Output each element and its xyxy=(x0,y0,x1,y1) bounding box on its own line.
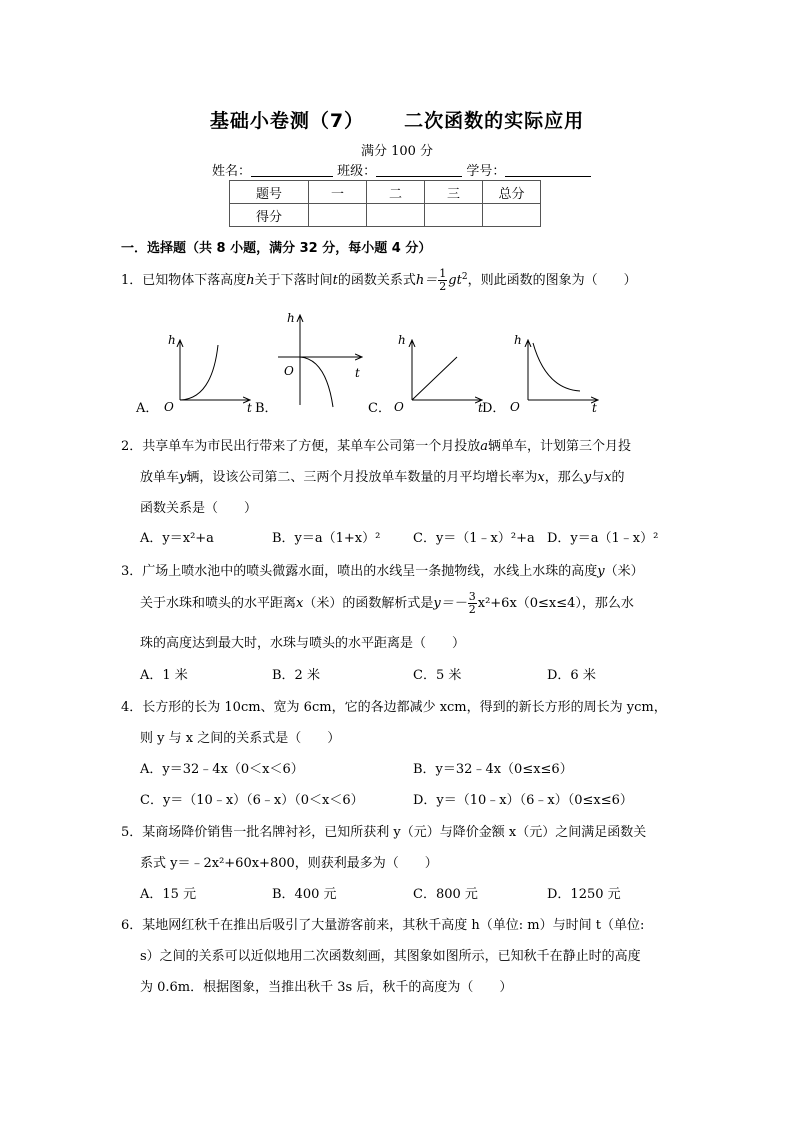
graph-b[interactable] xyxy=(255,311,362,416)
name-label: 姓名： xyxy=(212,164,252,179)
frac-denominator: 2 xyxy=(468,603,476,616)
q3-var-x: x xyxy=(296,596,304,611)
q1-eq-rhs: gt xyxy=(448,273,462,288)
class-label: 班级： xyxy=(337,164,377,179)
q3-option-b[interactable]: B．2 米 xyxy=(272,668,320,683)
score-cell[interactable] xyxy=(425,204,483,227)
q2-text: 辆单车，计划第三个月投 xyxy=(488,439,632,454)
score-header-cell: 二 xyxy=(367,181,425,204)
q1-graphs xyxy=(130,305,630,420)
q3-text: （米）的函数解析式是 xyxy=(303,596,434,611)
q5-option-b[interactable]: B．400 元 xyxy=(272,887,337,902)
graph-d-origin: O xyxy=(510,400,520,414)
page-title xyxy=(0,106,794,133)
graph-d-axis-t: t xyxy=(592,401,597,415)
title-part2: 二次函数的实际应用 xyxy=(404,110,585,132)
frac-denominator: 2 xyxy=(439,280,447,293)
frac-numerator: 1 xyxy=(439,267,447,280)
q2-var-y: y xyxy=(583,470,592,485)
question-3-line-1 xyxy=(121,560,644,579)
q1-eq-lhs: h＝ xyxy=(415,273,438,288)
option-d-label: D． xyxy=(482,401,506,416)
full-score: 满分 100 分 xyxy=(360,144,434,159)
q4-option-a[interactable]: A．y＝32﹣4x（0＜x＜6） xyxy=(140,762,304,777)
option-b-label: B． xyxy=(255,401,278,416)
q4-option-d[interactable]: D．y＝（10﹣x）（6﹣x）（0≤x≤6） xyxy=(413,793,633,808)
graph-d-axis-h: h xyxy=(514,333,522,347)
q3-text: 关于水珠和喷头的水平距离 xyxy=(140,596,297,611)
q2-option-d[interactable]: D．y＝a（1﹣x）² xyxy=(547,531,659,546)
option-c-label: C． xyxy=(368,401,391,416)
question-2-line-2 xyxy=(140,466,624,485)
q1-text: 关于下落时间 xyxy=(254,273,333,288)
q3-option-d[interactable]: D．6 米 xyxy=(547,668,596,683)
graph-c-axis-h: h xyxy=(398,333,406,347)
q3-option-c[interactable]: C．5 米 xyxy=(413,668,462,683)
option-a-label: A． xyxy=(136,401,159,416)
q4-option-c[interactable]: C．y＝（10﹣x）（6﹣x）（0＜x＜6） xyxy=(140,793,364,808)
q2-option-a[interactable]: A．y＝x²+a xyxy=(140,531,214,546)
graph-c[interactable] xyxy=(368,333,483,416)
q3-fraction xyxy=(468,591,477,616)
graph-c-axis-t: t xyxy=(478,401,483,415)
graph-b-axis-t: t xyxy=(355,366,360,380)
graph-a-axis-h: h xyxy=(168,333,176,347)
q4-option-b[interactable]: B．y＝32﹣4x（0≤x≤6） xyxy=(413,762,573,777)
q1-text: 1．已知物体下落高度 xyxy=(121,273,247,288)
q2-var-y: y xyxy=(179,470,187,485)
q5-option-d[interactable]: D．1250 元 xyxy=(547,887,621,902)
q5-option-c[interactable]: C．800 元 xyxy=(413,887,478,902)
question-5-line-1: 5．某商场降价销售一批名牌衬衫，已知所获利 y（元）与降价金额 x（元）之间满足函数关 xyxy=(121,825,647,840)
q3-text: 3．广场上喷水池中的喷头微露水面，喷出的水线呈一条抛物线，水线上水珠的高度 xyxy=(121,564,598,579)
question-2-line-3: 函数关系是（ ） xyxy=(140,501,258,516)
question-6-line-1: 6．某地网红秋千在推出后吸引了大量游客前来，其秋千高度 h（单位: m）与时间 t（单位: xyxy=(121,918,645,933)
q5-option-a[interactable]: A．15 元 xyxy=(140,887,197,902)
score-row-label: 得分 xyxy=(230,204,309,227)
q2-var-a: a xyxy=(480,439,489,454)
number-blank[interactable] xyxy=(505,162,591,177)
q2-text: 放单车 xyxy=(140,470,180,485)
q1-var-t: t xyxy=(332,273,338,288)
q2-text: 与 xyxy=(591,470,605,485)
graph-b-axis-h: h xyxy=(287,311,295,325)
score-table xyxy=(229,180,541,227)
q3-option-a[interactable]: A．1 米 xyxy=(140,668,188,683)
score-header-cell: 三 xyxy=(425,181,483,204)
question-6-line-3: 为 0.6m．根据图象，当推出秋千 3s 后，秋千的高度为（ ） xyxy=(140,980,513,995)
graph-d[interactable] xyxy=(482,333,598,416)
question-2-line-1 xyxy=(121,435,631,454)
question-4-line-1: 4．长方形的长为 10cm、宽为 6cm，它的各边都减少 xcm，得到的新长方形的周长为 ycm， xyxy=(121,700,667,715)
section-heading: 一．选择题（共 8 小题，满分 32 分，每小题 4 分） xyxy=(121,241,432,256)
q1-text: 的函数关系式 xyxy=(337,273,416,288)
q1-fraction xyxy=(438,268,447,293)
q2-text: 的 xyxy=(611,470,625,485)
score-cell[interactable] xyxy=(483,204,541,227)
score-table-header-row xyxy=(230,181,541,204)
class-blank[interactable] xyxy=(376,162,462,177)
question-3-line-3: 珠的高度达到最大时，水珠与喷头的水平距离是（ ） xyxy=(140,636,466,651)
score-header-cell: 总分 xyxy=(483,181,541,204)
name-blank[interactable] xyxy=(251,162,333,177)
q1-text: ，则此函数的图象为（ ） xyxy=(467,273,637,288)
score-cell[interactable] xyxy=(309,204,367,227)
q2-option-b[interactable]: B．y＝a（1+x）² xyxy=(272,531,381,546)
graph-a-axis-t: t xyxy=(247,401,252,415)
question-6-line-2: s）之间的关系可以近似地用二次函数刻画，其图象如图所示，已知秋千在静止时的高度 xyxy=(140,949,641,964)
graph-a-origin: O xyxy=(164,400,174,414)
score-cell[interactable] xyxy=(367,204,425,227)
q3-eq-lhs: y＝－ xyxy=(433,596,467,611)
score-header-cell: 一 xyxy=(309,181,367,204)
graph-a[interactable] xyxy=(135,333,252,416)
graph-b-origin: O xyxy=(284,364,294,378)
q2-var-x: x xyxy=(537,470,545,485)
question-4-line-2: 则 y 与 x 之间的关系式是（ ） xyxy=(140,731,341,746)
q3-var-y: y xyxy=(597,564,605,579)
title-part1: 基础小卷测（7） xyxy=(209,110,365,132)
q2-text: ，那么 xyxy=(544,470,584,485)
q1-var-h: h xyxy=(246,273,255,288)
q2-text: 2．共享单车为市民出行带来了方便，某单车公司第一个月投放 xyxy=(121,439,481,454)
question-3-line-2 xyxy=(140,591,634,616)
q3-eq-rhs: x²+6x（0≤x≤4），那么水 xyxy=(477,596,634,611)
score-header-cell: 题号 xyxy=(230,181,309,204)
q3-text: （米） xyxy=(604,564,644,579)
q1-exponent: 2 xyxy=(461,272,468,282)
student-info xyxy=(212,160,591,179)
number-label: 学号： xyxy=(466,164,506,179)
q2-text: 辆，设该公司第二、三两个月投放单车数量的月平均增长率为 xyxy=(186,470,538,485)
question-5-line-2: 系式 y＝﹣2x²+60x+800，则获利最多为（ ） xyxy=(140,856,438,871)
score-table-score-row xyxy=(230,204,541,227)
frac-numerator: 3 xyxy=(468,590,476,603)
q2-var-x: x xyxy=(604,470,612,485)
question-1 xyxy=(121,268,637,293)
graph-c-origin: O xyxy=(394,400,404,414)
q2-option-c[interactable]: C．y＝（1﹣x）²+a xyxy=(413,531,535,546)
